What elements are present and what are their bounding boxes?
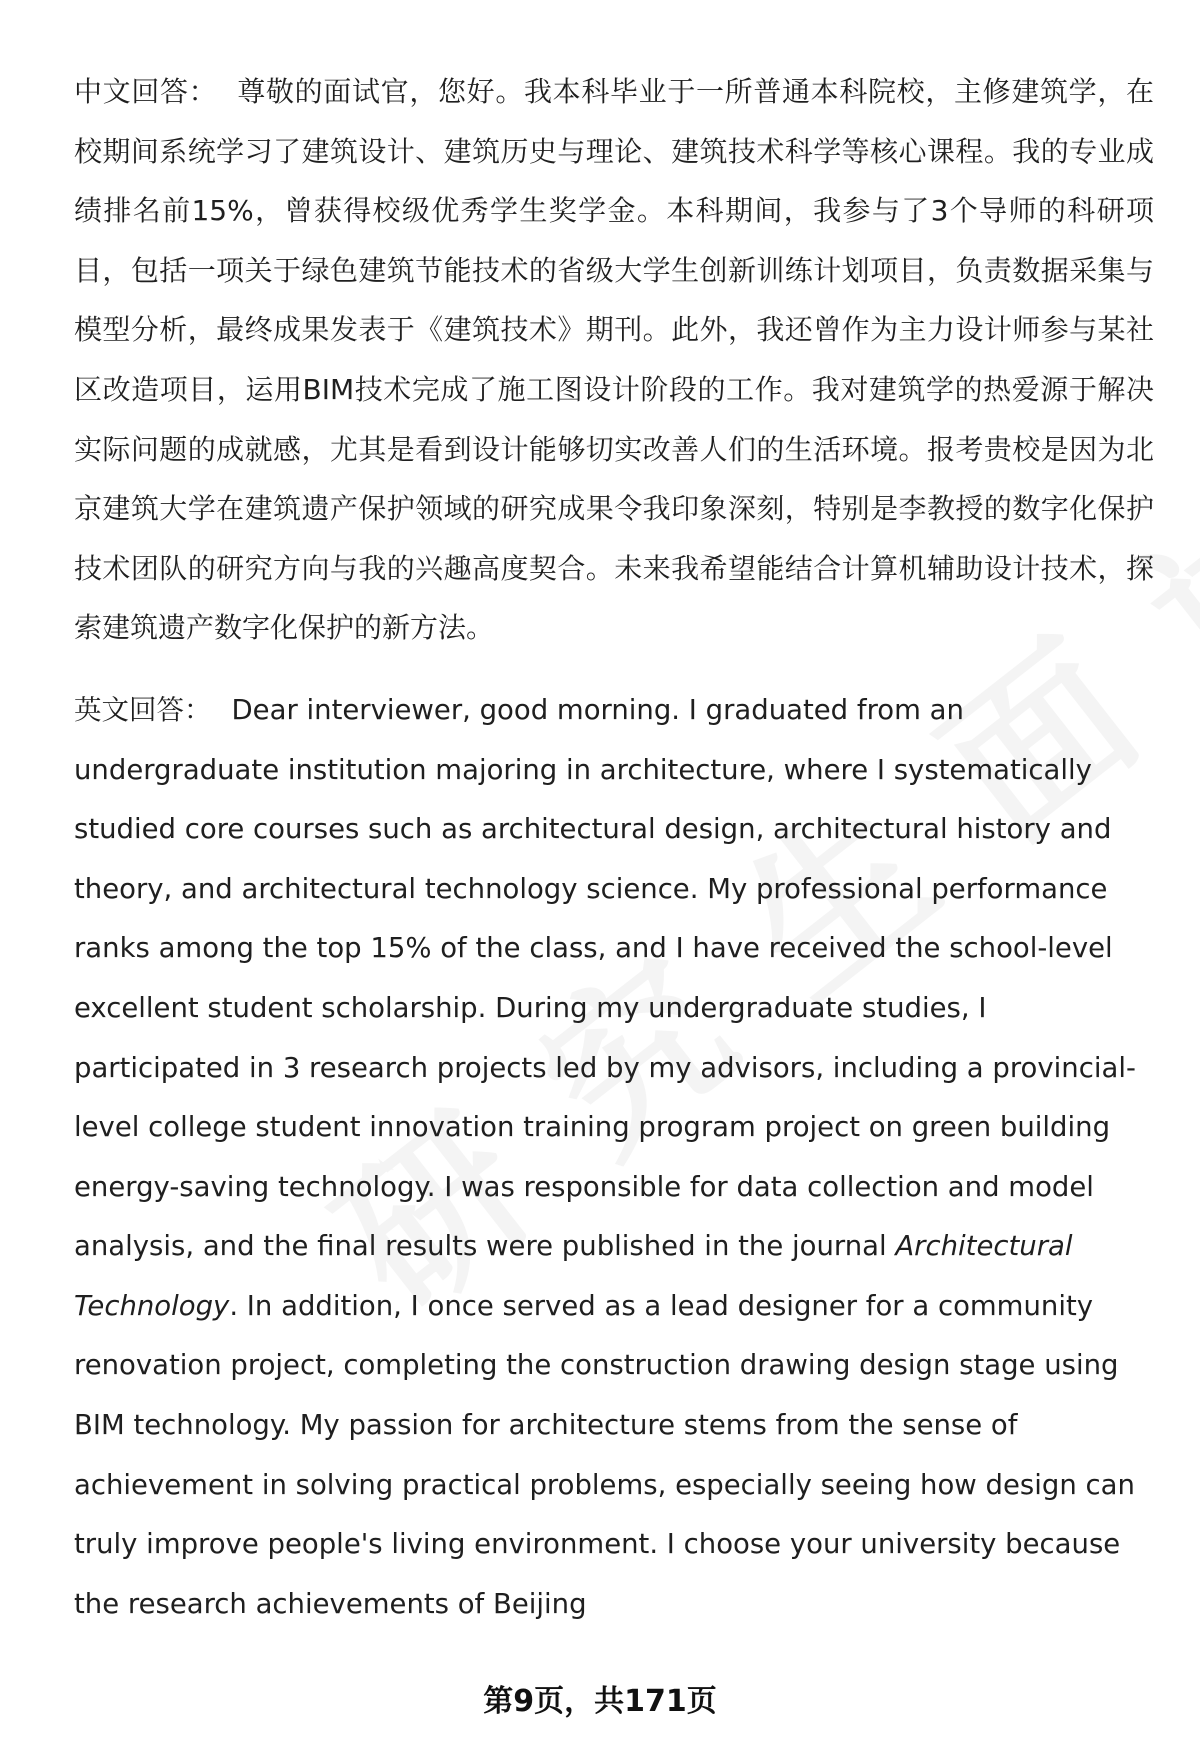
- page-number-footer: 第9页，共171页: [483, 1684, 717, 1719]
- english-answer-label: 英文回答：: [74, 693, 212, 726]
- english-answer-text-part1: Dear interviewer, good morning. I graduated from an undergraduate institution majoring in architecture, where I systematically studied core courses such as architectural design, architectural history and theory, and architectural technology science. My professional performance ranks among the top 15% of the class, and I have received the school-level excellent student scholarship. During my undergraduate studies, I participated in 3 research projects led by my advisors, including a provincial-level college student innovation training program project on green building energy-saving technology. I was responsible for data collection and model analysis, and the final results were published in the journal: [74, 693, 1136, 1263]
- chinese-answer-text: 尊敬的面试官，您好。我本科毕业于一所普通本科院校，主修建筑学，在校期间系统学习了建筑设计、建筑历史与理论、建筑技术科学等核心课程。我的专业成绩排名前15%，曾获得校级优秀学生奖学金。本科期间，我参与了3个导师的科研项目，包括一项关于绿色建筑节能技术的省级大学生创新训练计划项目，负责数据采集与模型分析，最终成果发表于《建筑技术》期刊。此外，我还曾作为主力设计师参与某社区改造项目，运用BIM技术完成了施工图设计阶段的工作。我对建筑学的热爱源于解决实际问题的成就感，尤其是看到设计能够切实改善人们的生活环境。报考贵校是因为北京建筑大学在建筑遗产保护领域的研究成果令我印象深刻，特别是李教授的数字化保护技术团队的研究方向与我的兴趣高度契合。未来我希望能结合计算机辅助设计技术，探索建筑遗产数字化保护的新方法。: [74, 75, 1154, 645]
- chinese-answer-paragraph: [74, 62, 1154, 658]
- chinese-answer-label: 中文回答：: [74, 75, 218, 108]
- english-answer-paragraph: [74, 681, 1154, 1635]
- english-answer-text-part2: . In addition, I once served as a lead designer for a community renovation project, completing the construction drawing design stage using BIM technology. My passion for architecture stems from the sense of achievement in solving practical problems, especially seeing how design can truly improve people's living environment. I choose your university because the research achievements of Beijing: [74, 1289, 1135, 1620]
- journal-title: Architectural Technology: [74, 1230, 1073, 1322]
- page-content: [74, 62, 1154, 1634]
